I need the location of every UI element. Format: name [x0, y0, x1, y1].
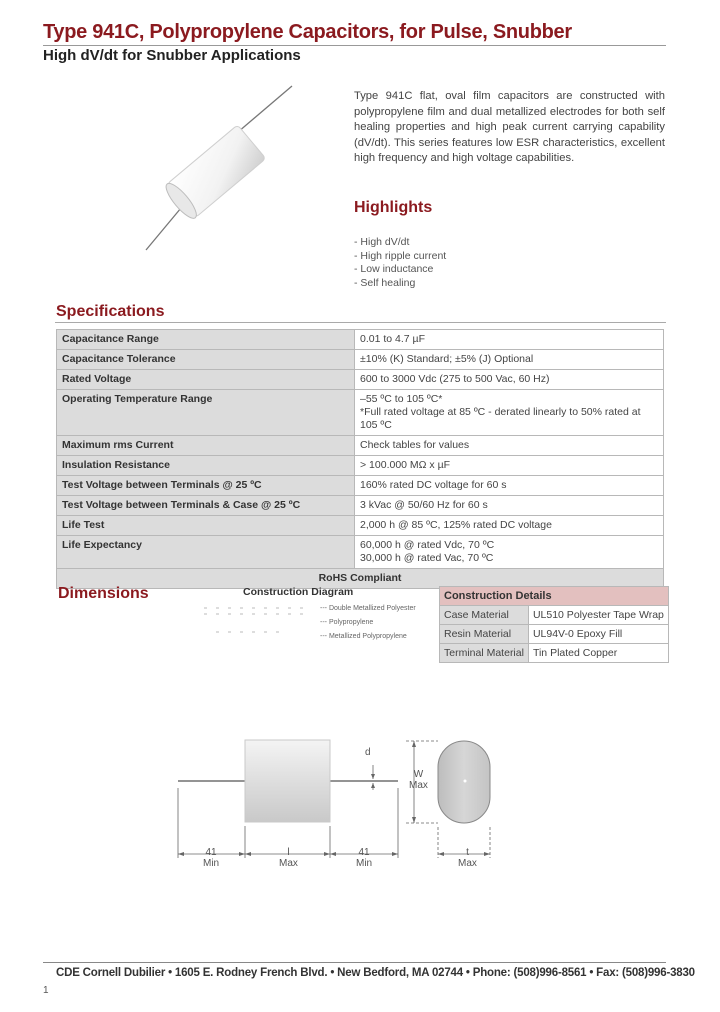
- table-row: [57, 330, 664, 350]
- legend-label: Polypropylene: [328, 619, 374, 626]
- table-row: [440, 587, 669, 606]
- spec-value: ±10% (K) Standard; ±5% (J) Optional: [355, 350, 664, 370]
- spec-value-line: –55 ºC to 105 ºC*: [360, 393, 443, 405]
- highlight-item: - High dV/dt: [354, 236, 410, 248]
- body-length: [279, 847, 298, 869]
- lead-length-right: [356, 847, 372, 869]
- spec-label: Insulation Resistance: [57, 456, 355, 476]
- table-row: [57, 476, 664, 496]
- spec-value-line: 60,000 h @ rated Vdc, 70 ºC: [360, 539, 495, 551]
- spec-label: Life Expectancy: [57, 536, 355, 569]
- spec-label: Capacitance Tolerance: [57, 350, 355, 370]
- spec-value: Check tables for values: [355, 436, 664, 456]
- dimensions-heading: Dimensions: [58, 585, 149, 602]
- spec-label: Maximum rms Current: [57, 436, 355, 456]
- dim-qualifier: Min: [203, 858, 220, 869]
- dim-qualifier: Max: [409, 780, 428, 791]
- dim-qualifier: Min: [356, 858, 373, 869]
- footer-contact: CDE Cornell Dubilier • 1605 E. Rodney French Blvd. • New Bedford, MA 02744 • Phone: (508)996-8561 • Fax: (508)996-3830: [56, 967, 695, 979]
- table-row: [57, 516, 664, 536]
- page-subtitle: High dV/dt for Snubber Applications: [43, 47, 301, 64]
- spec-value: [355, 390, 664, 436]
- capacitor-product-image: [140, 82, 300, 257]
- detail-label: Resin Material: [440, 625, 529, 644]
- thickness-label: [458, 847, 477, 869]
- page-title: Type 941C, Polypropylene Capacitors, for Pulse, Snubber: [43, 21, 572, 43]
- construction-layer-diagram: [200, 601, 320, 641]
- detail-label: Terminal Material: [440, 644, 529, 663]
- table-row: [57, 350, 664, 370]
- spec-label: Capacitance Range: [57, 330, 355, 350]
- construction-details-heading: Construction Details: [440, 587, 669, 606]
- dim-qualifier: Max: [458, 858, 477, 869]
- table-row: [440, 644, 669, 663]
- highlights-heading: Highlights: [354, 199, 433, 216]
- spec-label: Test Voltage between Terminals @ 25 ºC: [57, 476, 355, 496]
- detail-value: UL510 Polyester Tape Wrap: [528, 606, 668, 625]
- dim-value: W: [413, 769, 424, 780]
- spec-label: Rated Voltage: [57, 370, 355, 390]
- width-label: [409, 769, 428, 791]
- dim-value: 41: [205, 847, 217, 858]
- table-row: [57, 496, 664, 516]
- table-row: [57, 390, 664, 436]
- table-row: [57, 456, 664, 476]
- spec-value: 2,000 h @ 85 ºC, 125% rated DC voltage: [355, 516, 664, 536]
- spec-value: 0.01 to 4.7 µF: [355, 330, 664, 350]
- highlights-list: [354, 236, 446, 290]
- detail-value: Tin Plated Copper: [528, 644, 668, 663]
- highlight-item: - Low inductance: [354, 263, 434, 275]
- detail-value: UL94V-0 Epoxy Fill: [528, 625, 668, 644]
- spec-label: Operating Temperature Range: [57, 390, 355, 436]
- product-description: Type 941C flat, oval film capacitors are constructed with polypropylene film and dual metallized electrodes for both self healing properties and high peak current carrying capability (dV/dt). This series features low ESR characteristics, excellent high frequency and high voltage capabilities.: [354, 90, 665, 165]
- spec-value: 160% rated DC voltage for 60 s: [355, 476, 664, 496]
- spec-value: [355, 536, 664, 569]
- spec-label: Life Test: [57, 516, 355, 536]
- rohs-badge: RoHS Compliant: [57, 569, 664, 589]
- dimension-drawing: [170, 730, 500, 875]
- lead-length-left: [203, 847, 219, 869]
- specifications-divider: [55, 322, 666, 323]
- table-row: [57, 536, 664, 569]
- spec-value-line: 30,000 h @ rated Vac, 70 ºC: [360, 552, 494, 564]
- specifications-heading: Specifications: [56, 303, 165, 320]
- spec-value: > 100.000 MΩ x µF: [355, 456, 664, 476]
- title-divider: [43, 45, 666, 46]
- highlight-item: - High ripple current: [354, 249, 447, 262]
- legend-label: Metallized Polypropylene: [328, 633, 407, 640]
- table-row: [57, 436, 664, 456]
- spec-label: Test Voltage between Terminals & Case @ 25 ºC: [57, 496, 355, 516]
- legend-item: --- Double Metallized Polyester: [320, 605, 416, 612]
- detail-label: Case Material: [440, 606, 529, 625]
- spec-value: 3 kVac @ 50/60 Hz for 60 s: [355, 496, 664, 516]
- dim-value: l: [287, 847, 290, 858]
- highlight-item: - Self healing: [354, 276, 416, 289]
- page-number: 1: [43, 985, 49, 996]
- table-row: [440, 625, 669, 644]
- dim-value: t: [466, 847, 469, 858]
- dim-qualifier: Max: [279, 858, 298, 869]
- legend-item: --- Polypropylene: [320, 619, 374, 626]
- legend-label: Double Metallized Polyester: [328, 605, 416, 612]
- table-row: [57, 370, 664, 390]
- construction-diagram-title: Construction Diagram: [243, 586, 354, 598]
- lead-diameter-label: d: [365, 747, 371, 758]
- construction-details-table: [439, 586, 669, 663]
- dim-value: 41: [358, 847, 370, 858]
- spec-value: 600 to 3000 Vdc (275 to 500 Vac, 60 Hz): [355, 370, 664, 390]
- table-row: [440, 606, 669, 625]
- specifications-table: [56, 329, 664, 589]
- legend-item: --- Metallized Polypropylene: [320, 633, 407, 640]
- spec-value-note: *Full rated voltage at 85 ºC - derated linearly to 50% rated at 105 ºC: [360, 406, 641, 431]
- footer-divider: [43, 962, 666, 963]
